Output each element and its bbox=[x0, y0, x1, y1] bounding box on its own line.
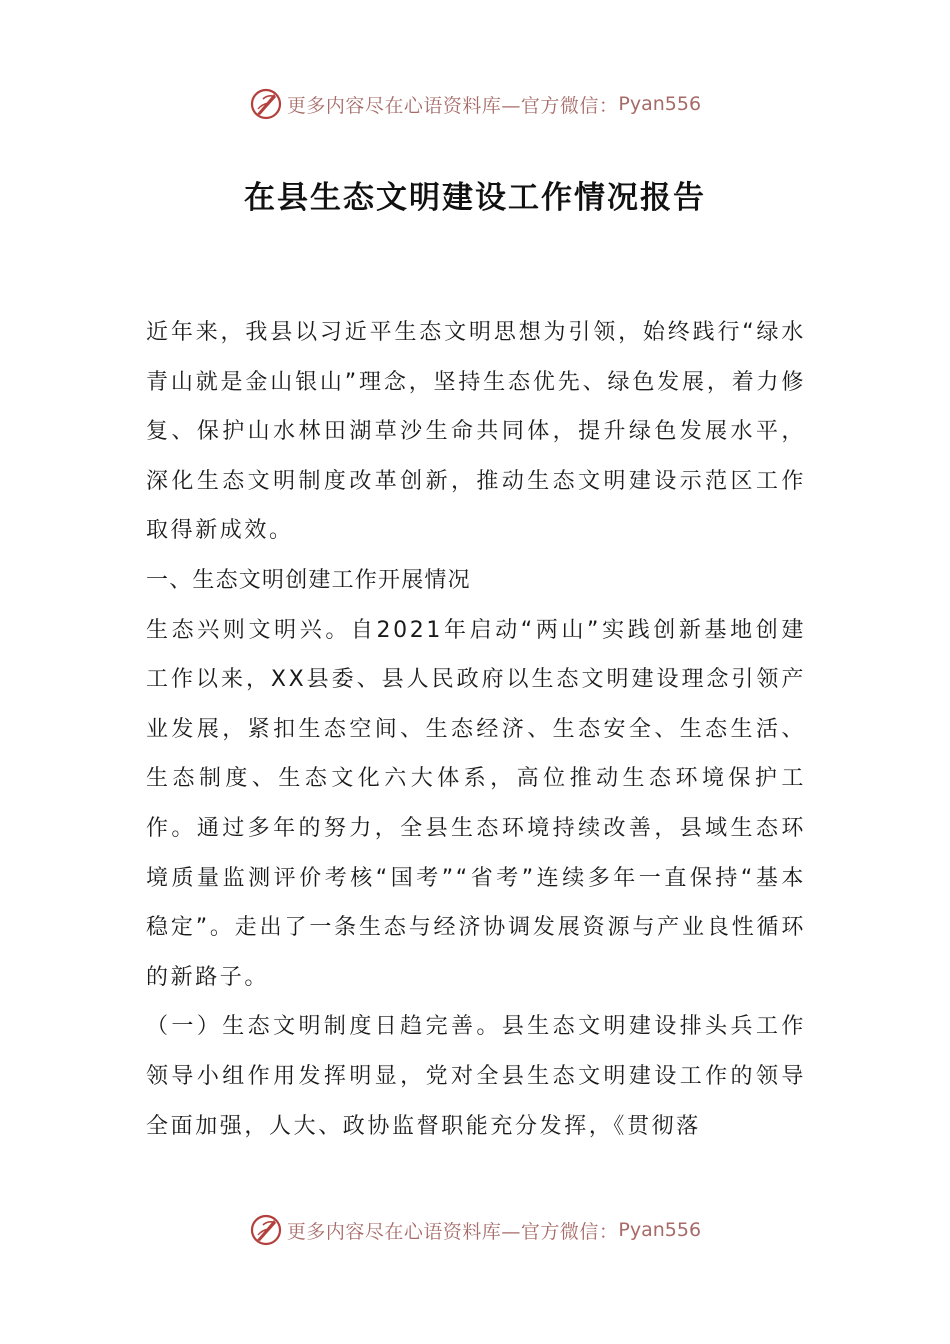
header-banner bbox=[0, 82, 950, 126]
footer-banner bbox=[0, 1208, 950, 1252]
section-paragraph: 生态兴则文明兴。自2021年启动“两山”实践创新基地创建工作以来，XX县委、县人民政府以生态文明建设理念引领产业发展，紧扣生态空间、生态经济、生态安全、生态生活、生态制度、生态文化六大体系，高位推动生态环境保护工作。通过多年的努力，全县生态环境持续改善，县域生态环境质量监测评价考核“国考”“省考”连续多年一直保持“基本稳定”。走出了一条生态与经济协调发展资源与产业良性循环的新路子。 bbox=[146, 617, 806, 990]
banner-wechat-id: Pyan556 bbox=[618, 1219, 702, 1241]
intro-paragraph: 近年来，我县以习近平生态文明思想为引领，始终践行“绿水青山就是金山银山”理念，坚持生态优先、绿色发展，着力修复、保护山水林田湖草沙生命共同体，提升绿色发展水平，深化生态文明制度改革创新，推动生态文明建设示范区工作取得新成效。 bbox=[146, 320, 806, 544]
banner-wechat-id: Pyan556 bbox=[618, 93, 702, 115]
document-body bbox=[146, 308, 806, 1151]
banner-text: 更多内容尽在心语资料库—官方微信： bbox=[286, 94, 619, 117]
document-title: 在县生态文明建设工作情况报告 bbox=[244, 180, 706, 216]
quill-pen-seal-icon bbox=[249, 1213, 283, 1247]
section-heading: 一、生态文明创建工作开展情况 bbox=[146, 567, 471, 593]
subsection-paragraph: （一）生态文明制度日趋完善。县生态文明建设排头兵工作领导小组作用发挥明显，党对全县生态文明建设工作的领导全面加强，人大、政协监督职能充分发挥，《贯彻落 bbox=[146, 1014, 806, 1139]
quill-pen-seal-icon bbox=[249, 87, 283, 121]
banner-text: 更多内容尽在心语资料库—官方微信： bbox=[286, 1220, 619, 1243]
